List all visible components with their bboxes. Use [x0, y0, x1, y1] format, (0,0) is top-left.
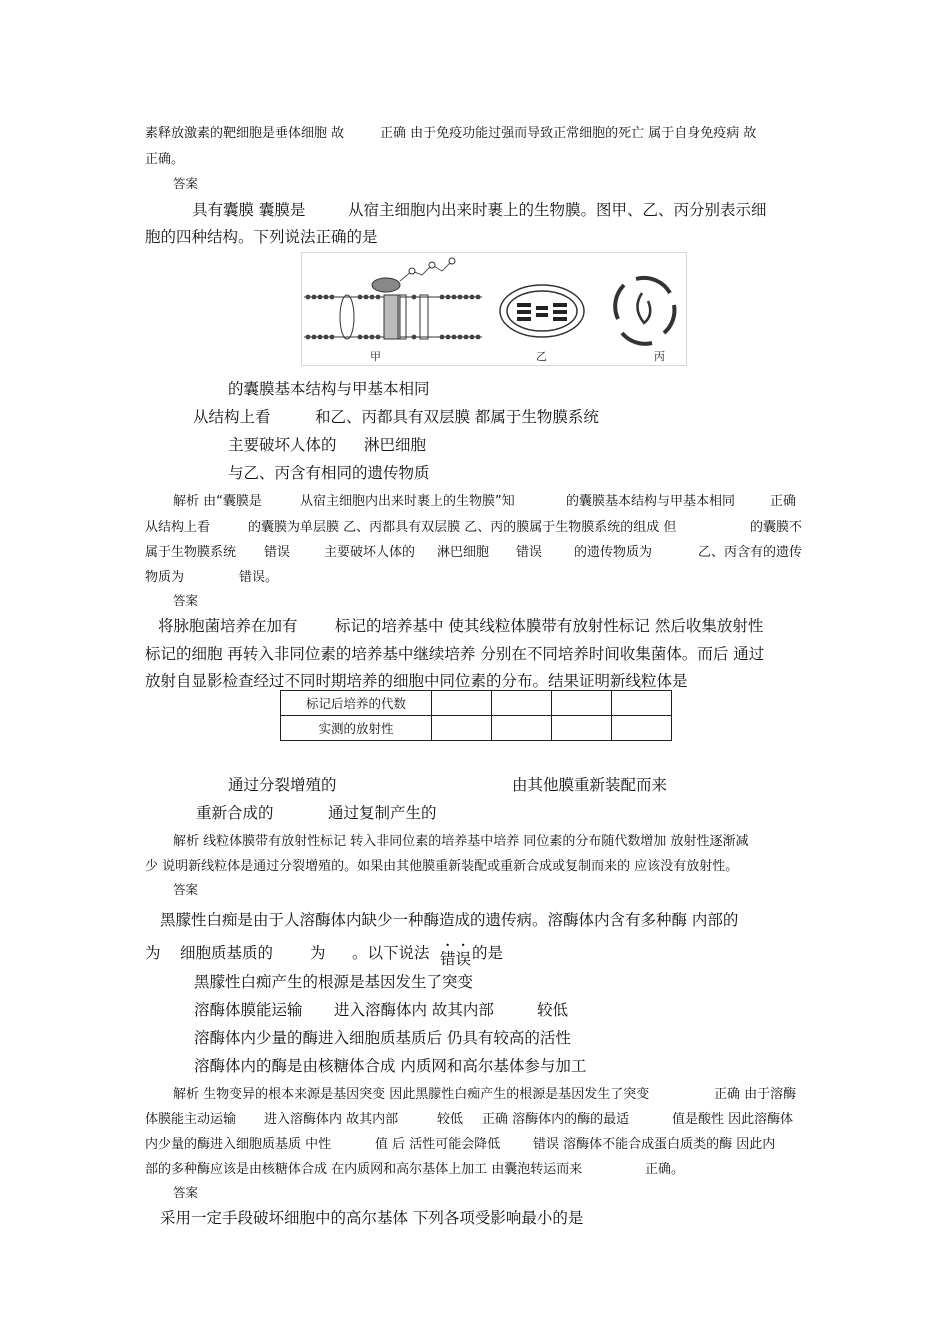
- analysis-text: 错误。: [239, 570, 279, 585]
- answer-label: 答案: [173, 1185, 199, 1200]
- analysis-text: 较低: [437, 1112, 464, 1127]
- analysis-text: 解析 线粒体膜带有放射性标记 转入非同位素的培养基中培养 同位素的分布随代数增加 放射性逐渐减: [173, 834, 749, 849]
- option-text: 由其他膜重新装配而来: [512, 776, 668, 794]
- analysis-text: 体膜能主动运输: [145, 1112, 237, 1127]
- analysis-text: 的囊膜基本结构与甲基本相同: [566, 494, 736, 509]
- double-membrane-organelle: [500, 285, 584, 337]
- option-text: 主要破坏人体的: [228, 436, 337, 454]
- analysis-text: 的囊膜不: [750, 520, 803, 535]
- answer-label: 答案: [173, 176, 199, 191]
- analysis-text: 错误: [516, 545, 543, 560]
- table-cell: [612, 691, 672, 716]
- analysis-text: 物质为: [145, 570, 185, 585]
- question-text: 采用一定手段破坏细胞中的高尔基体 下列各项受影响最小的是: [160, 1209, 584, 1227]
- analysis-text: 内少量的酶进入细胞质基质 中性: [145, 1137, 332, 1152]
- figure-label-b: 乙: [536, 350, 547, 363]
- option-text: 与乙、丙含有相同的遗传物质: [228, 464, 430, 482]
- option-text: 较低: [537, 1001, 569, 1019]
- option-text: 溶酶体内少量的酶进入细胞质基质后 仍具有较高的活性: [194, 1029, 571, 1047]
- analysis-text: 淋巴细胞: [437, 545, 490, 560]
- analysis-text: 从结构上看: [145, 520, 211, 535]
- analysis-text: 解析 生物变异的根本来源是基因突变 因此黑朦性白痴产生的根源是基因发生了突变: [173, 1087, 650, 1102]
- radioactivity-table: [280, 690, 672, 741]
- question-text: 放射自显影检查经过不同时期培养的细胞中同位素的分布。结果证明新线粒体是: [145, 672, 688, 690]
- table-cell: [492, 716, 552, 741]
- analysis-text: 的囊膜为单层膜 乙、丙都具有双层膜 乙、丙的膜属于生物膜系统的组成 但: [248, 520, 677, 535]
- option-text: 从结构上看: [193, 408, 271, 426]
- table-header-cell: 标记后培养的代数: [281, 691, 432, 716]
- table-cell: [612, 716, 672, 741]
- option-text: 溶酶体内的酶是由核糖体合成 内质网和高尔基体参与加工: [194, 1057, 587, 1075]
- answer-label: 答案: [173, 593, 199, 608]
- table-cell: [432, 716, 492, 741]
- analysis-text: 的遗传物质为: [574, 545, 653, 560]
- text-line: 正确 由于免疫功能过强而导致正常细胞的死亡 属于自身免疫病 故: [380, 126, 757, 141]
- figure-label-c: 丙: [654, 350, 665, 363]
- nucleus-structure: [615, 278, 674, 344]
- analysis-text: 属于生物膜系统: [145, 545, 237, 560]
- analysis-text: 解析 由“囊膜是: [173, 494, 262, 509]
- text-line: 素释放激素的靶细胞是垂体细胞 故: [145, 126, 345, 141]
- table-cell: [552, 691, 612, 716]
- question-text: 。以下说法: [352, 944, 430, 962]
- analysis-text: 从宿主细胞内出来时裹上的生物膜”知: [300, 494, 515, 509]
- option-text: 和乙、丙都具有双层膜 都属于生物膜系统: [315, 408, 599, 426]
- question-text: 标记的细胞 再转入非同位素的培养基中继续培养 分别在不同培养时间收集菌体。而后 通过: [145, 645, 765, 663]
- question-text: 黑朦性白痴是由于人溶酶体内缺少一种酶造成的遗传病。溶酶体内含有多种酶 内部的: [160, 911, 739, 929]
- analysis-text: 少 说明新线粒体是通过分裂增殖的。如果由其他膜重新装配或重新合成或复制而来的 应该没有放射性。: [145, 859, 739, 874]
- table-cell: [492, 691, 552, 716]
- option-text: 重新合成的: [196, 804, 274, 822]
- analysis-text: 值是酸性 因此溶酶体: [672, 1112, 794, 1127]
- table-row: [281, 716, 672, 741]
- question-text: 将脉胞菌培养在加有: [158, 617, 298, 635]
- question-text: 细胞质基质的: [180, 944, 274, 962]
- analysis-text: 错误: [264, 545, 291, 560]
- figure-label-a: 甲: [370, 350, 381, 363]
- option-text: 通过分裂增殖的: [228, 776, 337, 794]
- analysis-text: 正确 由于溶酶: [714, 1087, 797, 1102]
- option-text: 淋巴细胞: [364, 436, 427, 454]
- option-text: 溶酶体膜能运输: [194, 1001, 303, 1019]
- option-text: 通过复制产生的: [328, 804, 437, 822]
- question-text: 具有囊膜 囊膜是: [192, 201, 306, 219]
- membrane-bilayer: [304, 258, 482, 339]
- analysis-text: 部的多种酶应该是由核糖体合成 在内质网和高尔基体上加工 由囊泡转运而来: [145, 1162, 583, 1177]
- analysis-text: 进入溶酶体内 故其内部: [264, 1112, 399, 1127]
- option-text: 进入溶酶体内 故其内部: [334, 1001, 494, 1019]
- analysis-text: 主要破坏人体的: [324, 545, 416, 560]
- question-text: 从宿主细胞内出来时裹上的生物膜。图甲、乙、丙分别表示细: [348, 201, 767, 219]
- cell-structure-figure: [301, 252, 687, 366]
- option-text: 黑朦性白痴产生的根源是基因发生了突变: [194, 973, 474, 991]
- answer-label: 答案: [173, 882, 199, 897]
- option-text: 的囊膜基本结构与甲基本相同: [228, 380, 430, 398]
- analysis-text: 正确 溶酶体内的酶的最适: [482, 1112, 630, 1127]
- emphasis-text: 错误: [440, 950, 472, 968]
- question-text: 胞的四种结构。下列说法正确的是: [145, 228, 378, 246]
- table-cell: [552, 716, 612, 741]
- analysis-text: 错误 溶酶体不能合成蛋白质类的酶 因此内: [533, 1137, 776, 1152]
- question-text: 标记的培养基中 使其线粒体膜带有放射性标记 然后收集放射性: [335, 617, 764, 635]
- question-text: 为: [310, 944, 326, 962]
- analysis-text: 正确。: [645, 1162, 685, 1177]
- table-cell: [432, 691, 492, 716]
- analysis-text: 正确: [770, 494, 797, 509]
- table-header-cell: 实测的放射性: [281, 716, 432, 741]
- text-line: 正确。: [145, 152, 185, 167]
- table-row: [281, 691, 672, 716]
- analysis-text: 值 后 活性可能会降低: [375, 1137, 501, 1152]
- question-text: 为: [145, 944, 161, 962]
- question-text: 的是: [472, 944, 504, 962]
- analysis-text: 乙、丙含有的遗传: [698, 545, 803, 560]
